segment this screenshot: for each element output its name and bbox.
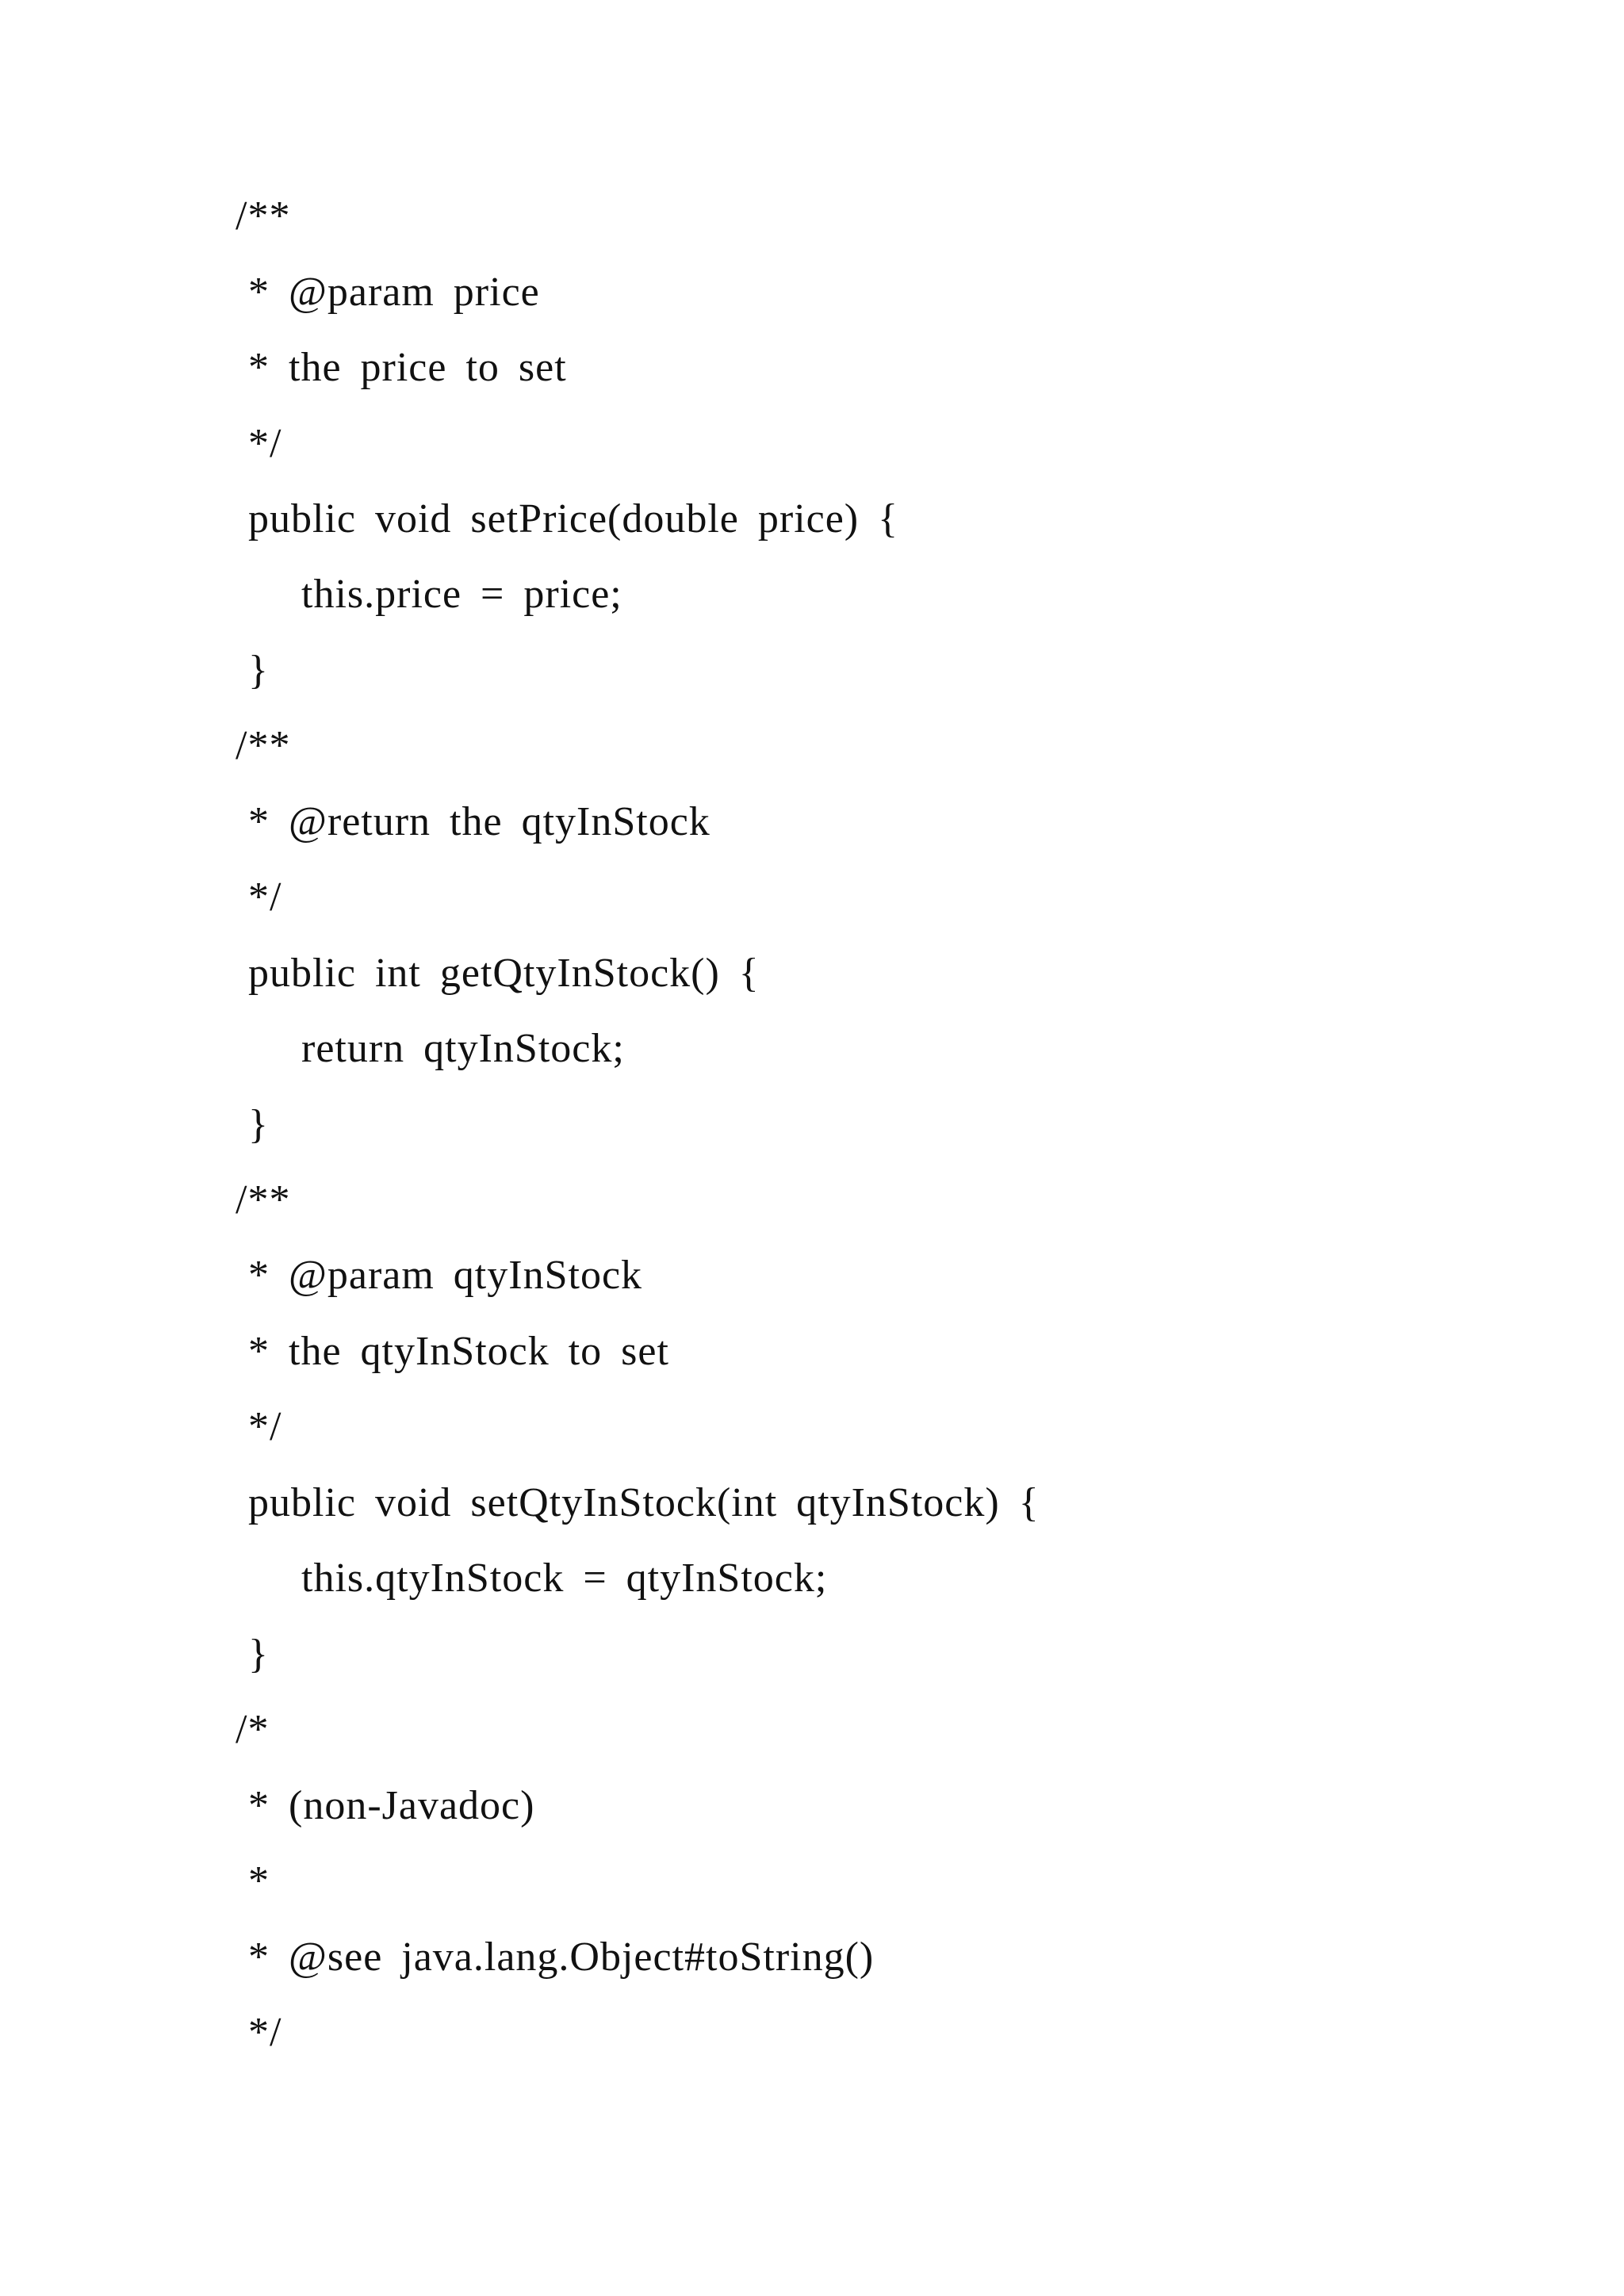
method-signature-line: public void setPrice(double price) {: [248, 496, 899, 541]
comment-open-line: /*: [236, 1707, 270, 1752]
javadoc-open-line: /**: [236, 193, 291, 239]
method-body-line: this.price = price;: [301, 572, 622, 617]
method-close-brace-line: }: [248, 1632, 269, 1677]
method-body-line: return qtyInStock;: [301, 1026, 625, 1071]
javadoc-return-line: * @return the qtyInStock: [248, 799, 710, 844]
javadoc-description-line: * the qtyInStock to set: [248, 1329, 669, 1374]
method-body-line: this.qtyInStock = qtyInStock;: [301, 1556, 828, 1601]
comment-non-javadoc-line: * (non-Javadoc): [248, 1783, 535, 1828]
javadoc-close-line: */: [248, 1404, 282, 1449]
javadoc-open-line: /**: [236, 1177, 291, 1223]
method-close-brace-line: }: [248, 648, 269, 693]
method-signature-line: public void setQtyInStock(int qtyInStock) {: [248, 1480, 1040, 1525]
javadoc-param-line: * @param qtyInStock: [248, 1253, 643, 1298]
comment-see-line: * @see java.lang.Object#toString(): [248, 1934, 875, 1980]
method-close-brace-line: }: [248, 1102, 269, 1147]
javadoc-close-line: */: [248, 421, 282, 466]
method-signature-line: public int getQtyInStock() {: [248, 951, 760, 996]
javadoc-open-line: /**: [236, 723, 291, 768]
javadoc-close-line: */: [248, 874, 282, 920]
comment-blank-line: *: [248, 1858, 270, 1904]
comment-close-line: */: [248, 2010, 282, 2055]
javadoc-param-line: * @param price: [248, 270, 540, 315]
javadoc-description-line: * the price to set: [248, 345, 567, 390]
